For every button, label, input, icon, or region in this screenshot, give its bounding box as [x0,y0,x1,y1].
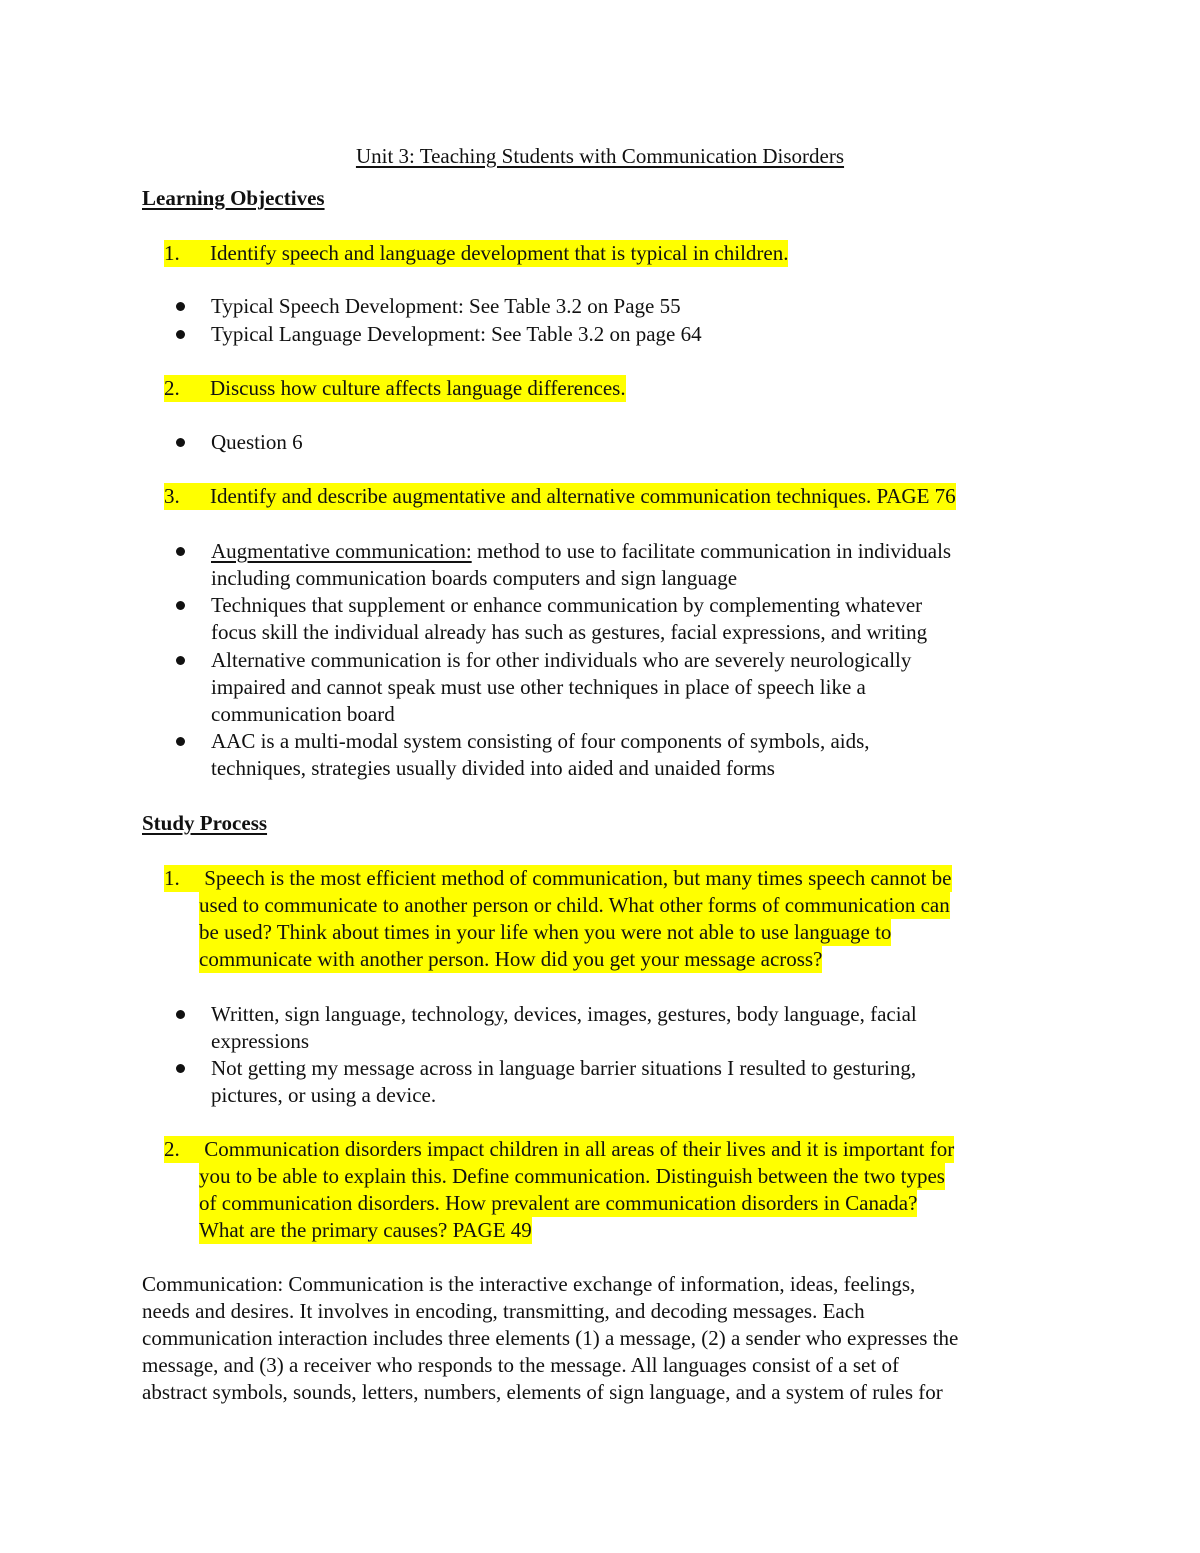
study-question-2-line-3: of communication disorders. How prevalent are communication disorders in Canada? [199,1191,918,1215]
study-question-2-line-2: you to be able to explain this. Define communication. Distinguish between the two types [199,1164,945,1188]
objective-3-bullet-1-line-2: including communication boards computers and sign language [211,566,738,590]
objective-1-text: Identify speech and language development that is typical in children. [210,241,789,265]
objective-3-bullet-2-line-2: focus skill the individual already has such as gestures, facial expressions, and writing [211,620,928,644]
study-question-1-line-4: communicate with another person. How did you get your message across? [199,947,823,971]
bullet-icon [176,601,185,610]
objective-1-number: 1. [164,241,180,265]
objective-3-bullet-1-line-1 [211,538,951,565]
objective-1-bullet-1: Typical Speech Development: See Table 3.2 on Page 55 [211,294,681,318]
study-question-1-line-1 [164,865,952,892]
objective-3-bullet-3-line-3: communication board [211,702,395,726]
bullet-icon [176,1010,185,1019]
objective-1-bullet-2: Typical Language Development: See Table 3.2 on page 64 [211,322,702,346]
objective-3-bullet-2-line-1: Techniques that supplement or enhance communication by complementing whatever [211,593,923,617]
augmentative-definition: method to use to facilitate communication in individuals [471,539,952,563]
study-question-2-text: Communication disorders impact children in all areas of their lives and it is important for [199,1137,955,1161]
objective-3-number: 3. [164,484,180,508]
bullet-icon [176,330,185,339]
communication-paragraph-line-4: message, and (3) a receiver who responds to the message. All languages consist of a set of [142,1353,899,1377]
augmentative-term: Augmentative communication: [211,539,472,563]
bullet-icon [176,547,185,556]
communication-paragraph-line-1: Communication: Communication is the interactive exchange of information, ideas, feelings, [142,1272,916,1296]
study-answer-2-line-1: Not getting my message across in language barrier situations I resulted to gesturing, [211,1056,917,1080]
objective-2-bullet-1: Question 6 [211,430,303,454]
objective-2-text: Discuss how culture affects language differences. [210,376,626,400]
study-answer-1-line-1: Written, sign language, technology, devices, images, gestures, body language, facial [211,1002,917,1026]
objective-3-bullet-3-line-2: impaired and cannot speak must use other techniques in place of speech like a [211,675,866,699]
study-process-heading: Study Process [142,811,268,835]
study-question-1-number: 1. [164,866,180,890]
bullet-icon [176,302,185,311]
study-question-2-number: 2. [164,1137,180,1161]
objective-3-bullet-4-line-1: AAC is a multi-modal system consisting of four components of symbols, aids, [211,729,870,753]
study-question-1-line-3: be used? Think about times in your life when you were not able to use language to [199,920,892,944]
objective-3-bullet-4-line-2: techniques, strategies usually divided into aided and unaided forms [211,756,775,780]
study-answer-1-line-2: expressions [211,1029,309,1053]
study-question-1-line-2: used to communicate to another person or child. What other forms of communication can [199,893,950,917]
communication-paragraph-line-2: needs and desires. It involves in encoding, transmitting, and decoding messages. Each [142,1299,865,1323]
objective-1 [164,240,788,267]
objective-2 [164,375,626,402]
study-answer-2-line-2: pictures, or using a device. [211,1083,437,1107]
study-question-2-line-4: What are the primary causes? PAGE 49 [199,1218,532,1242]
communication-paragraph-line-3: communication interaction includes three elements (1) a message, (2) a sender who expresses the [142,1326,959,1350]
bullet-icon [176,438,185,447]
objective-3 [164,483,956,510]
study-question-2-line-1 [164,1136,954,1163]
objective-2-number: 2. [164,376,180,400]
bullet-icon [176,737,185,746]
objective-3-text: Identify and describe augmentative and alternative communication techniques. PAGE 76 [210,484,956,508]
objective-3-bullet-3-line-1: Alternative communication is for other individuals who are severely neurologically [211,648,912,672]
bullet-icon [176,656,185,665]
page-title: Unit 3: Teaching Students with Communication Disorders [355,144,845,168]
communication-paragraph-line-5: abstract symbols, sounds, letters, numbers, elements of sign language, and a system of rules for [142,1380,943,1404]
learning-objectives-heading: Learning Objectives [142,186,325,210]
bullet-icon [176,1064,185,1073]
study-question-1-text: Speech is the most efficient method of communication, but many times speech cannot be [199,866,952,890]
